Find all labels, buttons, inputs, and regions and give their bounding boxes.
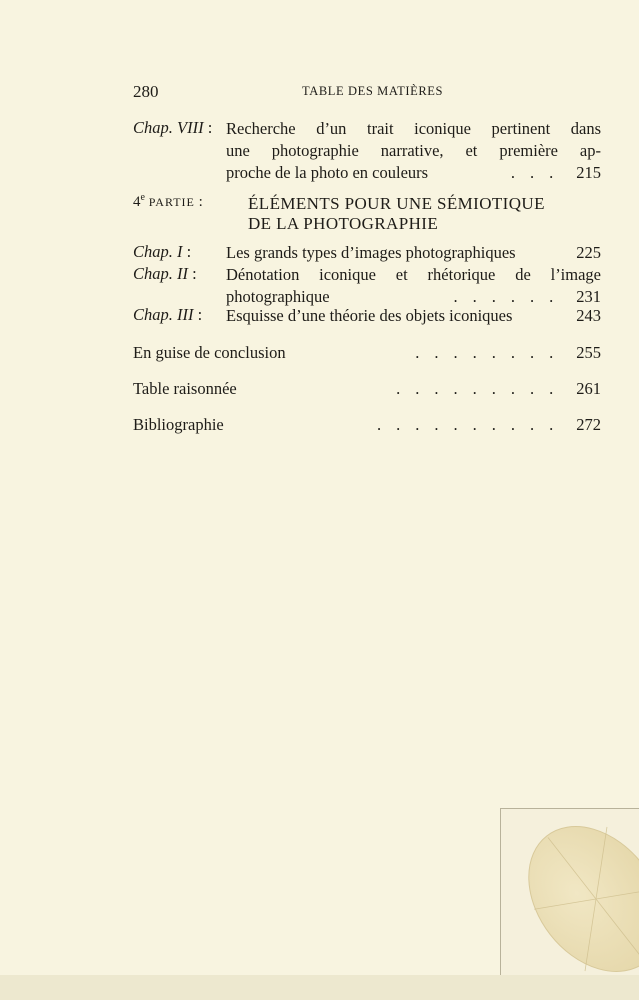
dot-leader: ...... — [453, 287, 569, 306]
part-word: PARTIE — [148, 195, 195, 209]
toc-page-number: 225 — [576, 243, 601, 262]
embossed-seal-icon — [501, 809, 639, 979]
part-title-line: DE LA PHOTOGRAPHIE — [248, 214, 439, 233]
toc-line — [226, 242, 601, 264]
toc-line: Recherche d’un trait iconique pertinent dans — [226, 119, 601, 138]
dot-leader: ... — [510, 163, 569, 182]
toc-page-number: 261 — [576, 379, 601, 398]
toc-line-text: photographique — [226, 287, 330, 306]
toc-text — [226, 264, 601, 308]
toc-line — [226, 162, 601, 184]
toc-line-text: En guise de conclusion — [133, 343, 286, 362]
toc-line: Dénotation iconique et rhétorique de l’image — [226, 265, 601, 284]
toc-page-number: 255 — [576, 343, 601, 362]
toc-line-text: Table raisonnée — [133, 379, 237, 398]
toc-label: Chap. I : — [133, 242, 192, 261]
toc-line-text: Esquisse d’une théorie des objets iconiques — [226, 306, 513, 325]
toc-text — [226, 118, 601, 184]
dot-leader: ......... — [396, 379, 569, 398]
part-label: 4e PARTIE : — [133, 192, 203, 210]
toc-text — [226, 242, 601, 264]
running-title: TABLE DES MATIÈRES — [302, 84, 444, 98]
toc-page-number: 272 — [576, 415, 601, 434]
toc-line — [226, 305, 601, 327]
page-number: 280 — [133, 82, 159, 101]
toc-text — [226, 305, 601, 327]
toc-label: Chap. III : — [133, 305, 203, 324]
toc-entry-bibliographie — [133, 415, 601, 435]
toc-entry-table-raisonnee — [133, 379, 601, 399]
dot-leader: .......... — [377, 415, 569, 434]
toc-line-text: Les grands types d’images photographiques — [226, 243, 516, 262]
toc-label: Chap. VIII : — [133, 118, 213, 137]
dot-leader: ........ — [415, 343, 569, 362]
toc-label: Chap. II : — [133, 264, 197, 283]
toc-entry-conclusion — [133, 343, 601, 363]
toc-line-text: Bibliographie — [133, 415, 224, 434]
toc-page-number: 243 — [576, 306, 601, 325]
part-title — [248, 194, 545, 234]
page-edge — [0, 975, 639, 1000]
toc-page-number: 215 — [576, 163, 601, 182]
part-title-line: ÉLÉMENTS POUR UNE SÉMIOTIQUE — [248, 194, 545, 213]
toc-line-text: proche de la photo en couleurs — [226, 163, 429, 182]
toc-page-number: 231 — [576, 287, 601, 306]
toc-line: une photographie narrative, et première ap- — [226, 141, 601, 160]
embossed-paper-insert — [500, 808, 639, 979]
